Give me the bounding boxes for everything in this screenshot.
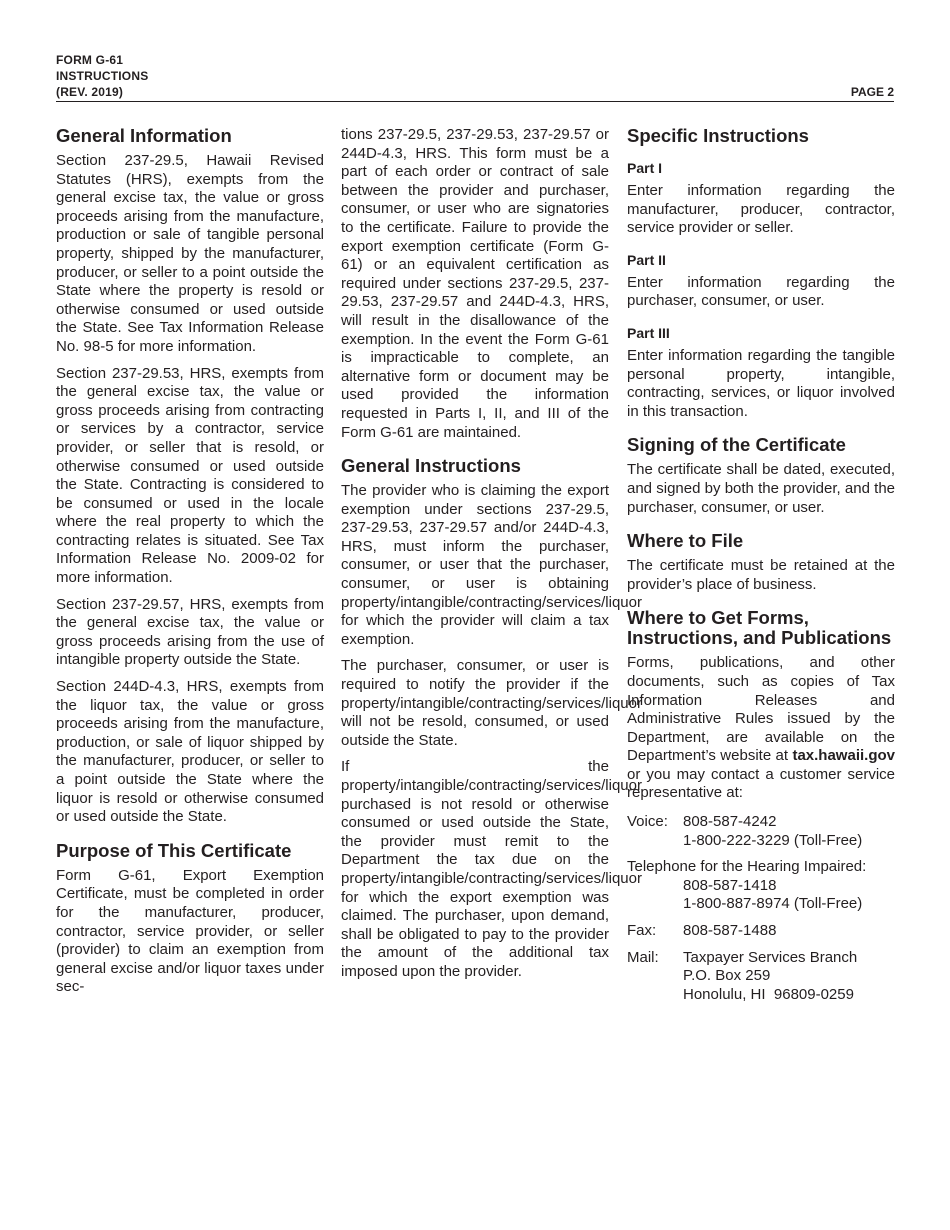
mail-line-1: Taxpayer Services Branch bbox=[683, 948, 858, 966]
voice-number-tollfree: 1-800-222-3229 (Toll-Free) bbox=[683, 831, 863, 849]
forms-text-end: or you may contact a customer service representative at: bbox=[627, 765, 895, 802]
mail-contact bbox=[627, 949, 895, 1005]
voice-label: Voice: bbox=[627, 813, 668, 831]
fax-contact bbox=[627, 922, 895, 941]
mail-line-3: Honolulu, HI 96809-0259 bbox=[683, 985, 854, 1003]
column-3 bbox=[627, 126, 895, 1012]
column-1 bbox=[56, 126, 324, 1005]
where-to-file-heading: Where to File bbox=[627, 530, 744, 552]
tty-contact bbox=[627, 858, 895, 914]
purpose-heading: Purpose of This Certificate bbox=[56, 839, 292, 861]
tty-number-tollfree: 1-800-887-8974 (Toll-Free) bbox=[683, 895, 863, 913]
page-number: PAGE 2 bbox=[850, 85, 894, 99]
fax-label: Fax: bbox=[627, 922, 657, 940]
form-number: FORM G-61 bbox=[56, 53, 124, 67]
tty-number-local: 808-587-1418 bbox=[683, 876, 777, 894]
where-to-file-paragraph: The certificate must be retained at the provider’s place of business. bbox=[627, 557, 895, 593]
fax-number: 808-587-1488 bbox=[683, 922, 777, 940]
general-instructions-paragraph-1: The provider who is claiming the export exemption under sections 237-29.5, 237-29.53, 237-29.57 and/or 244D-4.3, HRS, must inform the purchaser, consumer, or user that the purchaser, consumer, or user is obtaining property/intangible/contracting/services/liquor for which the provider will claim a tax exemption. bbox=[341, 482, 642, 648]
header-rule bbox=[56, 101, 894, 102]
tty-label: Telephone for the Hearing Impaired: bbox=[627, 858, 867, 876]
part-1-heading: Part I bbox=[627, 160, 663, 176]
part-2-paragraph: Enter information regarding the purchaser, consumer, or user. bbox=[627, 273, 895, 310]
part-1-paragraph: Enter information regarding the manufacturer, producer, contractor, service provider or seller. bbox=[627, 182, 895, 237]
part-3-heading: Part III bbox=[627, 324, 670, 341]
general-info-paragraph-2: Section 237-29.53, HRS, exempts from the general excise tax, the value or gross proceeds arising from contracting or services by a contractor, service provider, or seller that is resold, or otherwise consumed or used outside the State. Contracting is considered to be consumed or used in the locale where the real property to which the contracting relates is situated. See Tax Information Release No. 2009-02 for more information. bbox=[56, 364, 324, 587]
purpose-paragraph-part-1: Form G-61, Export Exemption Certificate, must be completed in order for the manufacturer, producer, contractor, service provider, or seller (provider) to claim an exemption from general excise and/or liquor taxes under sec- bbox=[56, 866, 324, 996]
general-information-heading: General Information bbox=[56, 125, 232, 146]
general-info-paragraph-3: Section 237-29.57, HRS, exempts from the general excise tax, the value or gross proceeds arising from the use of intangible property outside the State. bbox=[56, 595, 324, 669]
where-to-get-forms-paragraph bbox=[627, 654, 895, 803]
general-instructions-paragraph-3: If the property/intangible/contracting/services/liquor purchased is not resold or otherwise consumed or used outside the State, the provider must remit to the Department the tax due on the property/intangible/contracting/services/liquor for which the export exemption was claimed. The purchaser, upon demand, shall be obligated to pay to the provider the amount of the additional tax imposed upon the provider. bbox=[341, 758, 642, 980]
signing-heading: Signing of the Certificate bbox=[627, 434, 846, 456]
mail-label: Mail: bbox=[627, 948, 659, 966]
general-info-paragraph-4: Section 244D-4.3, HRS, exempts from the liquor tax, the value or gross proceeds arising from the manufacture, production, or sale of liquor shipped by the manufacturer, producer, or seller to a point outside the State where the liquor is resold or otherwise consumed or used outside the State. bbox=[56, 678, 324, 826]
contact-info bbox=[627, 813, 895, 1004]
voice-number-local: 808-587-4242 bbox=[683, 813, 777, 831]
signing-paragraph: The certificate shall be dated, executed, and signed by both the provider, and the purchaser, consumer, or user. bbox=[627, 461, 895, 516]
where-to-get-forms-heading: Where to Get Forms, Instructions, and Publications bbox=[627, 607, 892, 649]
general-instructions-heading: General Instructions bbox=[341, 455, 521, 477]
general-info-paragraph-1: Section 237-29.5, Hawaii Revised Statutes (HRS), exempts from the general excise tax, the value or gross proceeds arising from the manufacture, production or sale of tangible personal property, shipped by the manufacturer, producer, or seller to a point outside the State where the property is resold or otherwise consumed or used outside the State. See Tax Information Release No. 98-5 for more information. bbox=[56, 152, 324, 355]
forms-text-start: Forms, publications, and other documents, such as copies of Tax Information Releases and Administrative Rules issued by the Department, are available on the Department’s website at bbox=[627, 654, 895, 765]
form-revision: (REV. 2019) bbox=[56, 85, 124, 99]
form-type: INSTRUCTIONS bbox=[56, 69, 149, 83]
part-3-paragraph: Enter information regarding the tangible personal property, intangible, contracting, services, or liquor involved in this transaction. bbox=[627, 346, 895, 420]
general-instructions-paragraph-2: The purchaser, consumer, or user is required to notify the provider if the property/intangible/contracting/services/liquor will not be resold, consumed, or used outside the State. bbox=[341, 657, 642, 749]
specific-instructions-heading: Specific Instructions bbox=[627, 125, 809, 146]
voice-contact bbox=[627, 813, 895, 850]
purpose-paragraph-part-2: tions 237-29.5, 237-29.53, 237-29.57 or 244D-4.3, HRS. This form must be a part of each order or contract of sale between the provider and purchaser, consumer, or user who are signatories to the certificate. Failure to provide the export exemption certificate (Form G-61) or an equivalent certification as required under sections 237-29.5, 237-29.53, 237-29.57 and 244D-4.3, HRS, will result in the disallowance of the exemption. In the event the Form G-61 is impracticable to complete, an alternative form or document may be used provided the information requested in Parts I, II, and III of the Form G-61 are maintained. bbox=[341, 126, 609, 441]
mail-line-2: P.O. Box 259 bbox=[683, 967, 771, 985]
website-link[interactable]: tax.hawaii.gov bbox=[792, 747, 895, 765]
page-header bbox=[56, 52, 894, 100]
part-2-heading: Part II bbox=[627, 251, 666, 268]
